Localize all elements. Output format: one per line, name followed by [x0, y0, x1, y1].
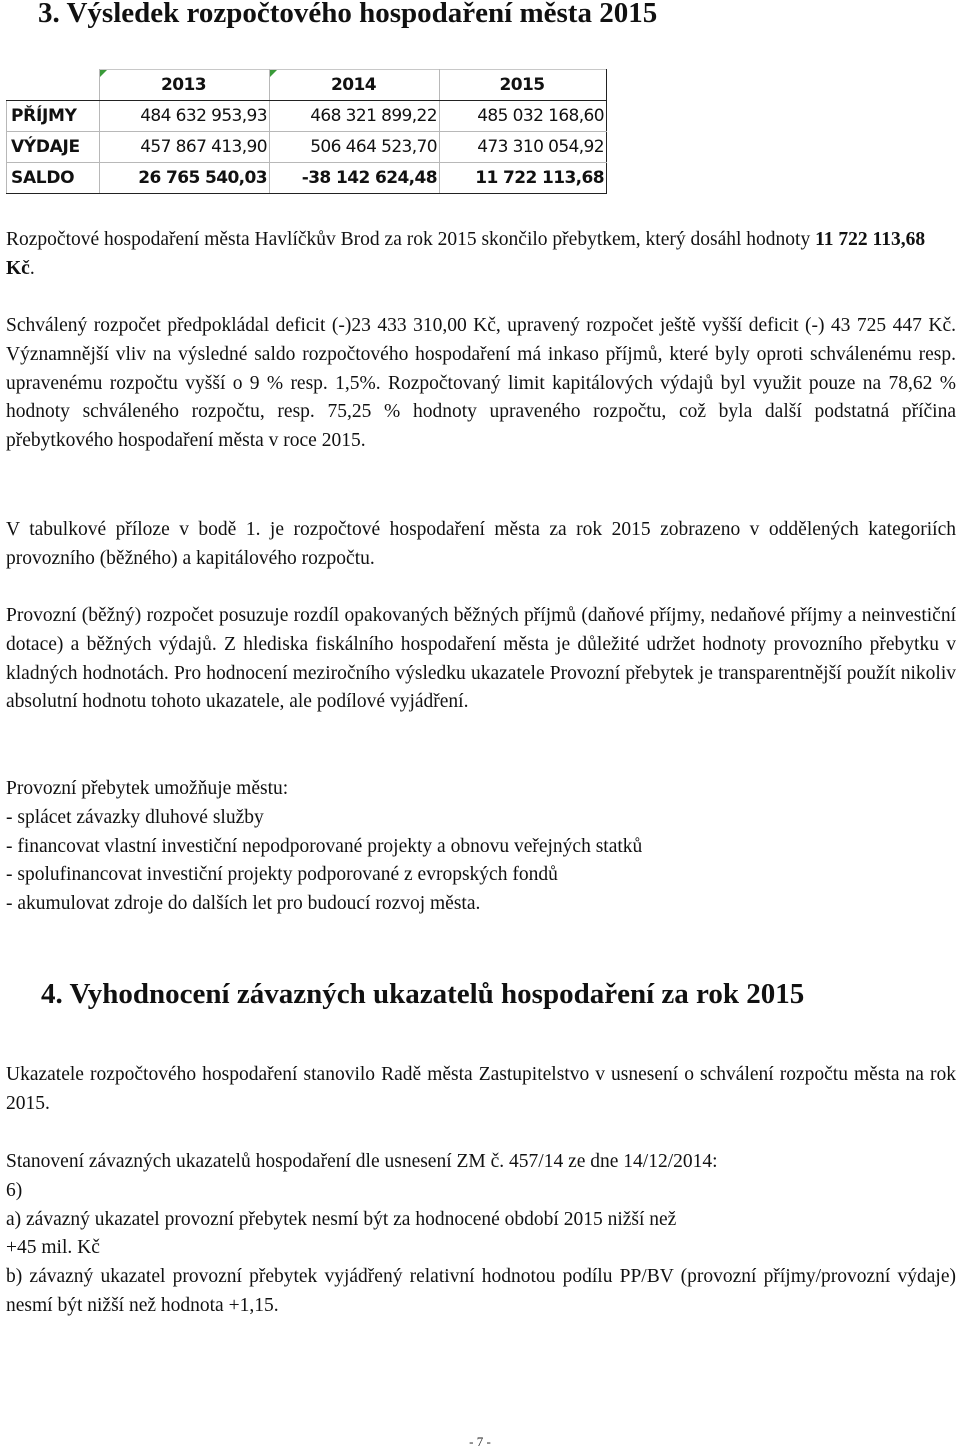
- paragraph-operating-budget: Provozní (běžný) rozpočet posuzuje rozdíl opakovaných běžných příjmů (daňové příjmy, nedaňové příjmy a neinvestiční dotace) a běžných výdajů. Z hlediska fiskálního hospodaření města je důležité udržet hodnoty provozního přebytku v kladných hodnotách. Pro hodnocení meziročního výsledku ukazatele Provozní přebytek je transparentnější použít nikoliv absolutní hodnotu tohoto ukazatele, ale podílové vyjádření.: [6, 605, 956, 713]
- list-item: - splácet závazky dluhové služby: [6, 806, 264, 828]
- indicator-a-value: +45 mil. Kč: [6, 1237, 100, 1259]
- balance-2014: -38 142 624,48: [270, 163, 440, 194]
- income-2013: 484 632 953,93: [100, 101, 270, 132]
- page-number: - 7 -: [469, 1434, 491, 1449]
- resolution-line: Stanovení závazných ukazatelů hospodaření dle usnesení ZM č. 457/14 ze dne 14/12/2014:: [6, 1151, 718, 1172]
- row-label-income: PŘÍJMY: [7, 101, 100, 132]
- list-item: - financovat vlastní investiční nepodporované projekty a obnovu veřejných statků: [6, 835, 643, 857]
- paragraph-table-appendix: V tabulkové příloze v bodě 1. je rozpočtové hospodaření města za rok 2015 zobrazeno v oddělených kategoriích provozního (běžného) a kapitálového rozpočtu.: [6, 519, 956, 569]
- list-item: - spolufinancovat investiční projekty podporované z evropských fondů: [6, 864, 558, 886]
- operating-surplus-list: [6, 775, 956, 919]
- paragraph-indicators: Ukazatele rozpočtového hospodaření stanovilo Radě města Zastupitelstvo v usnesení o schválení rozpočtu města na rok 2015.: [6, 1064, 956, 1114]
- year-header-2015: 2015: [440, 70, 607, 101]
- table-row-balance: [7, 163, 607, 194]
- list-intro: Provozní přebytek umožňuje městu:: [6, 778, 289, 799]
- indicator-a: a) závazný ukazatel provozní přebytek nesmí být za hodnocené období 2015 nižší než: [6, 1208, 677, 1230]
- binding-indicators-list: [6, 1148, 956, 1263]
- balance-2013: 26 765 540,03: [100, 163, 270, 194]
- income-2014: 468 321 899,22: [270, 101, 440, 132]
- indicator-b: b) závazný ukazatel provozní přebytek vyjádřený relativní hodnotou podílu PP/BV (provozní příjmy/provozní výdaje) nesmí být nižší než hodnota +1,15.: [6, 1266, 956, 1316]
- year-header-2014: 2014: [270, 70, 440, 101]
- row-label-balance: SALDO: [7, 163, 100, 194]
- surplus-amount: 11 722 113,68 Kč: [6, 229, 926, 279]
- expenses-2013: 457 867 413,90: [100, 132, 270, 163]
- table-row-income: [7, 101, 607, 132]
- balance-2015: 11 722 113,68: [440, 163, 607, 194]
- table-row-expenses: [7, 132, 607, 163]
- budget-summary-table: [6, 69, 607, 194]
- paragraph-approved-budget: Schválený rozpočet předpokládal deficit (-)23 433 310,00 Kč, upravený rozpočet ještě vyšší deficit (-) 43 725 447 Kč. Významnější vliv na výsledné saldo rozpočtového hospodaření má inkaso příjmů, které byly oproti schválenému resp. upravenému rozpočtu vyšší o 9 % resp. 1,5%. Rozpočtovaný limit kapitálových výdajů byl využit pouze na 78,62 % hodnoty schváleného rozpočtu, resp. 75,25 % hodnoty upraveného rozpočtu, což byla další podstatná příčina přebytkového hospodaření města v roce 2015.: [6, 315, 956, 452]
- year-header-2013: 2013: [100, 70, 270, 101]
- table-header-row: [7, 70, 607, 101]
- table-corner-cell: [7, 70, 100, 101]
- section-3-heading: 3. Výsledek rozpočtového hospodaření města 2015: [38, 0, 658, 29]
- expenses-2014: 506 464 523,70: [270, 132, 440, 163]
- paragraph-result: Rozpočtové hospodaření města Havlíčkův Brod za rok 2015 skončilo přebytkem, který dosáhl hodnoty 11 722 113,68 Kč.: [6, 229, 926, 279]
- section-4-heading: 4. Vyhodnocení závazných ukazatelů hospodaření za rok 2015: [41, 978, 805, 1010]
- cell-comment-marker: [270, 70, 277, 77]
- item-number: 6): [6, 1179, 23, 1201]
- cell-comment-marker: [100, 70, 107, 77]
- row-label-expenses: VÝDAJE: [7, 132, 100, 163]
- list-item: - akumulovat zdroje do dalších let pro budoucí rozvoj města.: [6, 893, 481, 915]
- expenses-2015: 473 310 054,92: [440, 132, 607, 163]
- income-2015: 485 032 168,60: [440, 101, 607, 132]
